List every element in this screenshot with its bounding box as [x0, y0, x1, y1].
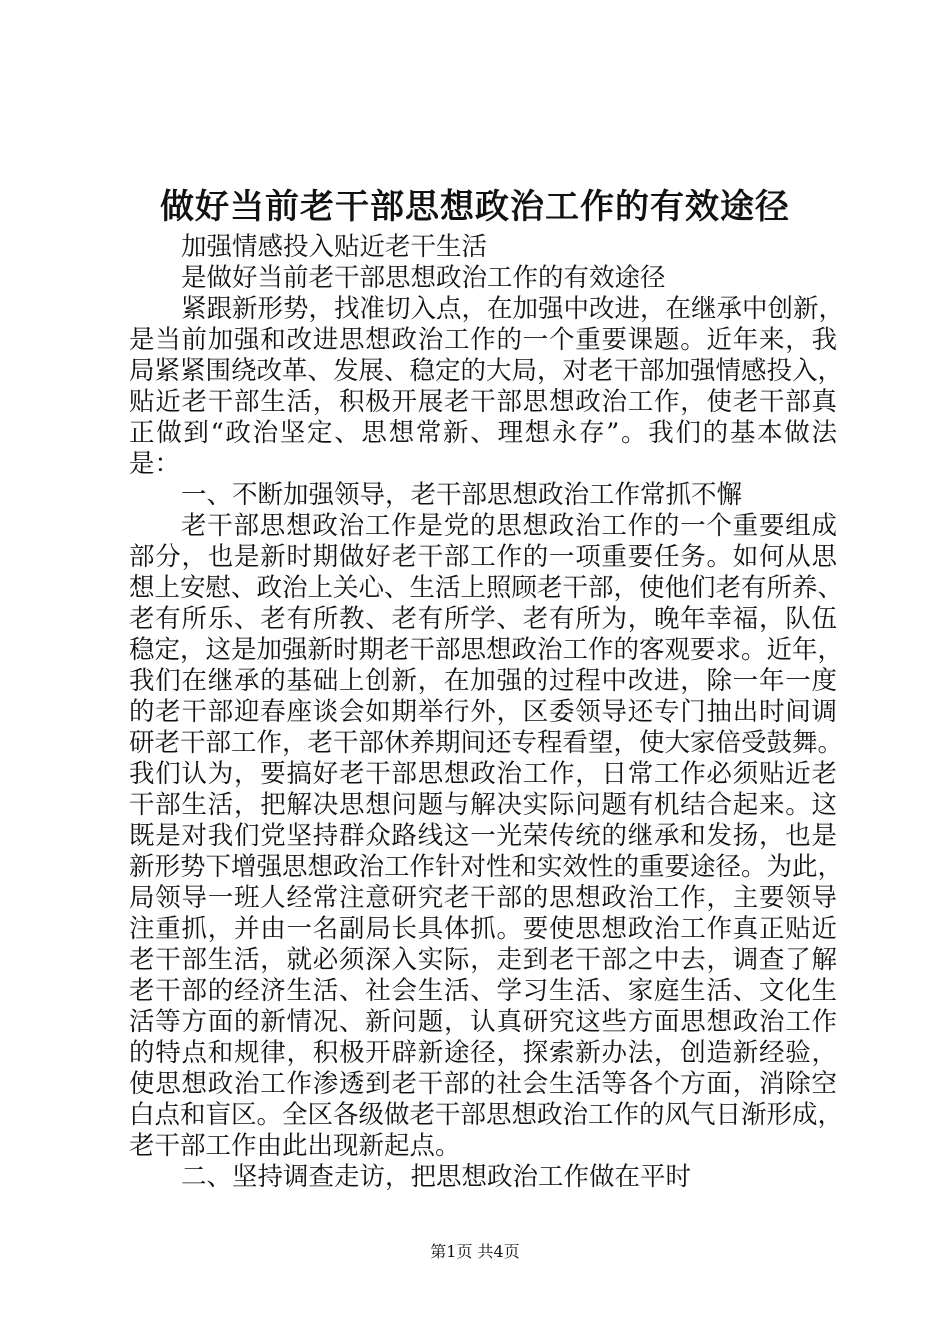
text-line: 是做好当前老干部思想政治工作的有效途径 — [181, 263, 666, 293]
text-line: 局领导一班人经常注意研究老干部的思想政治工作，主要领导 — [129, 883, 837, 913]
text-line: 老干部生活，就必须深入实际，走到老干部之中去，调查了解 — [129, 945, 837, 975]
text-line: 局紧紧围绕改革、发展、稳定的大局，对老干部加强情感投入， — [129, 356, 844, 386]
text-line: 既是对我们党坚持群众路线这一光荣传统的继承和发扬，也是 — [129, 821, 837, 851]
text-line: 一、不断加强领导，老干部思想政治工作常抓不懈 — [181, 480, 743, 510]
text-line: 的特点和规律，积极开辟新途径，探索新办法，创造新经验， — [129, 1038, 837, 1068]
text-line: 二、坚持调查走访，把思想政治工作做在平时 — [181, 1162, 692, 1192]
text-line: 我们在继承的基础上创新，在加强的过程中改进，除一年一度 — [129, 666, 837, 696]
text-line: 新形势下增强思想政治工作针对性和实效性的重要途径。为此， — [129, 852, 844, 882]
document-title: 做好当前老干部思想政治工作的有效途径 — [160, 187, 790, 227]
text-line: 老有所乐、老有所教、老有所学、老有所为，晚年幸福，队伍 — [129, 604, 837, 634]
text-line: 老干部的经济生活、社会生活、学习生活、家庭生活、文化生 — [129, 976, 837, 1006]
text-line: 贴近老干部生活，积极开展老干部思想政治工作，使老干部真 — [129, 387, 837, 417]
text-line: 研老干部工作，老干部休养期间还专程看望，使大家倍受鼓舞。 — [129, 728, 844, 758]
text-line: 老干部工作由此出现新起点。 — [129, 1131, 461, 1161]
document-body — [129, 232, 845, 1193]
text-line: 的老干部迎春座谈会如期举行外，区委领导还专门抽出时间调 — [129, 697, 837, 727]
text-line: 注重抓，并由一名副局长具体抓。要使思想政治工作真正贴近 — [129, 914, 837, 944]
text-line: 稳定，这是加强新时期老干部思想政治工作的客观要求。近年， — [129, 635, 844, 665]
text-line: 正做到“政治坚定、思想常新、理想永存”。我们的基本做法 — [129, 418, 837, 448]
text-line: 老干部思想政治工作是党的思想政治工作的一个重要组成 — [181, 511, 837, 541]
text-line: 干部生活，把解决思想问题与解决实际问题有机结合起来。这 — [129, 790, 837, 820]
text-line: 想上安慰、政治上关心、生活上照顾老干部，使他们老有所养、 — [129, 573, 844, 603]
text-line: 紧跟新形势，找准切入点，在加强中改进，在继承中创新， — [181, 294, 845, 324]
text-line: 白点和盲区。全区各级做老干部思想政治工作的风气日渐形成， — [129, 1100, 844, 1130]
text-line: 是： — [129, 449, 181, 479]
text-line: 是当前加强和改进思想政治工作的一个重要课题。近年来，我 — [129, 325, 837, 355]
text-line: 部分，也是新时期做好老干部工作的一项重要任务。如何从思 — [129, 542, 837, 572]
text-line: 加强情感投入贴近老干生活 — [181, 232, 488, 262]
text-line: 使思想政治工作渗透到老干部的社会生活等各个方面，消除空 — [129, 1069, 837, 1099]
page-footer: 第1页 共4页 — [430, 1242, 520, 1261]
text-line: 活等方面的新情况、新问题，认真研究这些方面思想政治工作 — [129, 1007, 837, 1037]
text-line: 我们认为，要搞好老干部思想政治工作，日常工作必须贴近老 — [129, 759, 837, 789]
